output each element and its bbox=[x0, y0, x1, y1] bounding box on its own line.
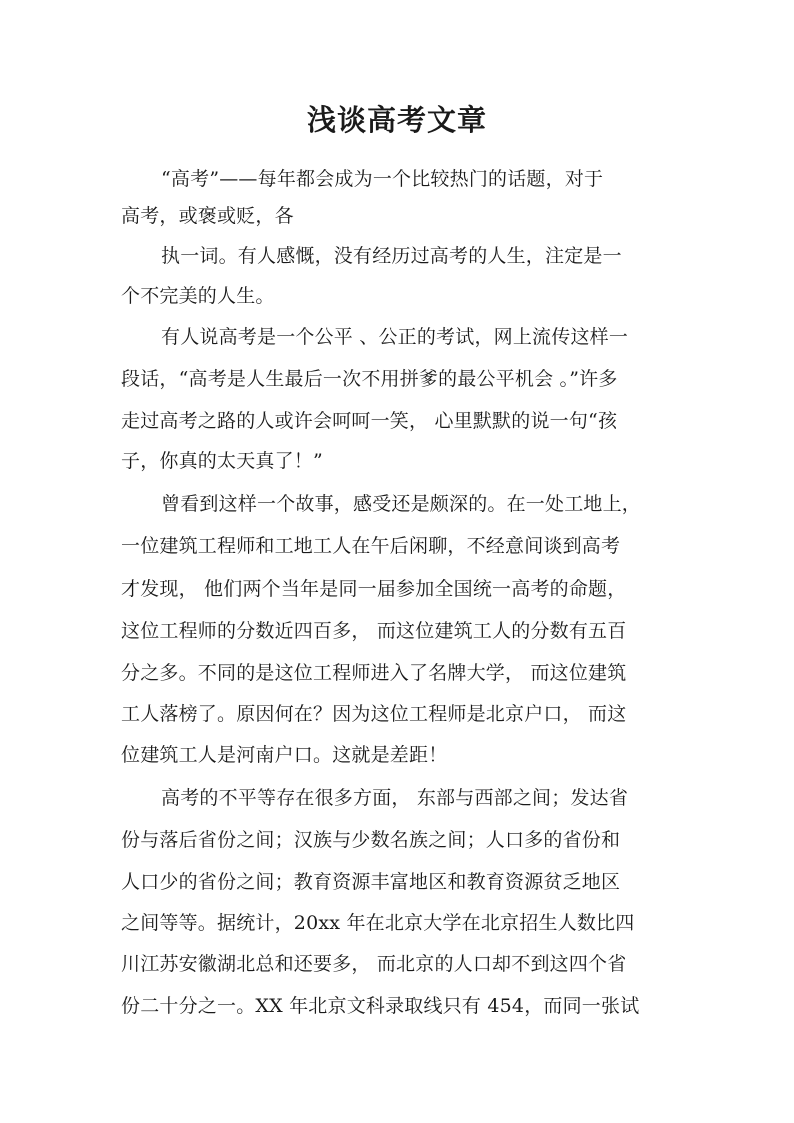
text-line: 之间等等。据统计，20xx 年在北京大学在北京招生人数比四 bbox=[121, 912, 635, 934]
text-line: 工人落榜了。原因何在？因为这位工程师是北京户口， 而这 bbox=[121, 703, 627, 725]
text-line: 走过高考之路的人或许会呵呵一笑， 心里默默的说一句“孩 bbox=[121, 410, 618, 432]
text-line: 有人说高考是一个公平 、公正的考试，网上流传这样一 bbox=[161, 326, 629, 348]
text-line: 曾看到这样一个故事，感受还是颇深的。在一处工地上， bbox=[161, 493, 642, 515]
text-line: 位建筑工人是河南户口。这就是差距！ bbox=[121, 744, 448, 766]
text-line: 段话，“高考是人生最后一次不用拼爹的最公平机会 。”许多 bbox=[121, 368, 618, 390]
text-line: 人口少的省份之间；教育资源丰富地区和教育资源贫乏地区 bbox=[121, 871, 621, 893]
text-line: 川江苏安徽湖北总和还要多， 而北京的人口却不到这四个省 bbox=[121, 953, 627, 975]
text-line: “高考”——每年都会成为一个比较热门的话题，对于 bbox=[161, 168, 604, 190]
document-title: 浅谈高考文章 bbox=[306, 103, 487, 137]
text-line: 执一词。有人感慨，没有经历过高考的人生，注定是一 bbox=[161, 245, 622, 267]
text-line: 这位工程师的分数近四百多， 而这位建筑工人的分数有五百 bbox=[121, 620, 627, 642]
text-line: 高考的不平等存在很多方面， 东部与西部之间；发达省 bbox=[161, 787, 629, 809]
text-line: 一位建筑工程师和工地工人在午后闲聊，不经意间谈到高考 bbox=[121, 535, 621, 557]
text-line: 分之多。不同的是这位工程师进入了名牌大学， 而这位建筑 bbox=[121, 662, 627, 684]
text-line: 份与落后省份之间；汉族与少数名族之间；人口多的省份和 bbox=[121, 829, 621, 851]
text-line: 个不完美的人生。 bbox=[121, 285, 275, 307]
text-line: 才发现， 他们两个当年是同一届参加全国统一高考的命题， bbox=[121, 578, 627, 600]
text-line: 子，你真的太天真了！” bbox=[121, 450, 323, 472]
text-line: 高考，或褒或贬，各 bbox=[121, 205, 294, 227]
text-line: 份二十分之一。XX 年北京文科录取线只有 454，而同一张试 bbox=[121, 995, 640, 1017]
